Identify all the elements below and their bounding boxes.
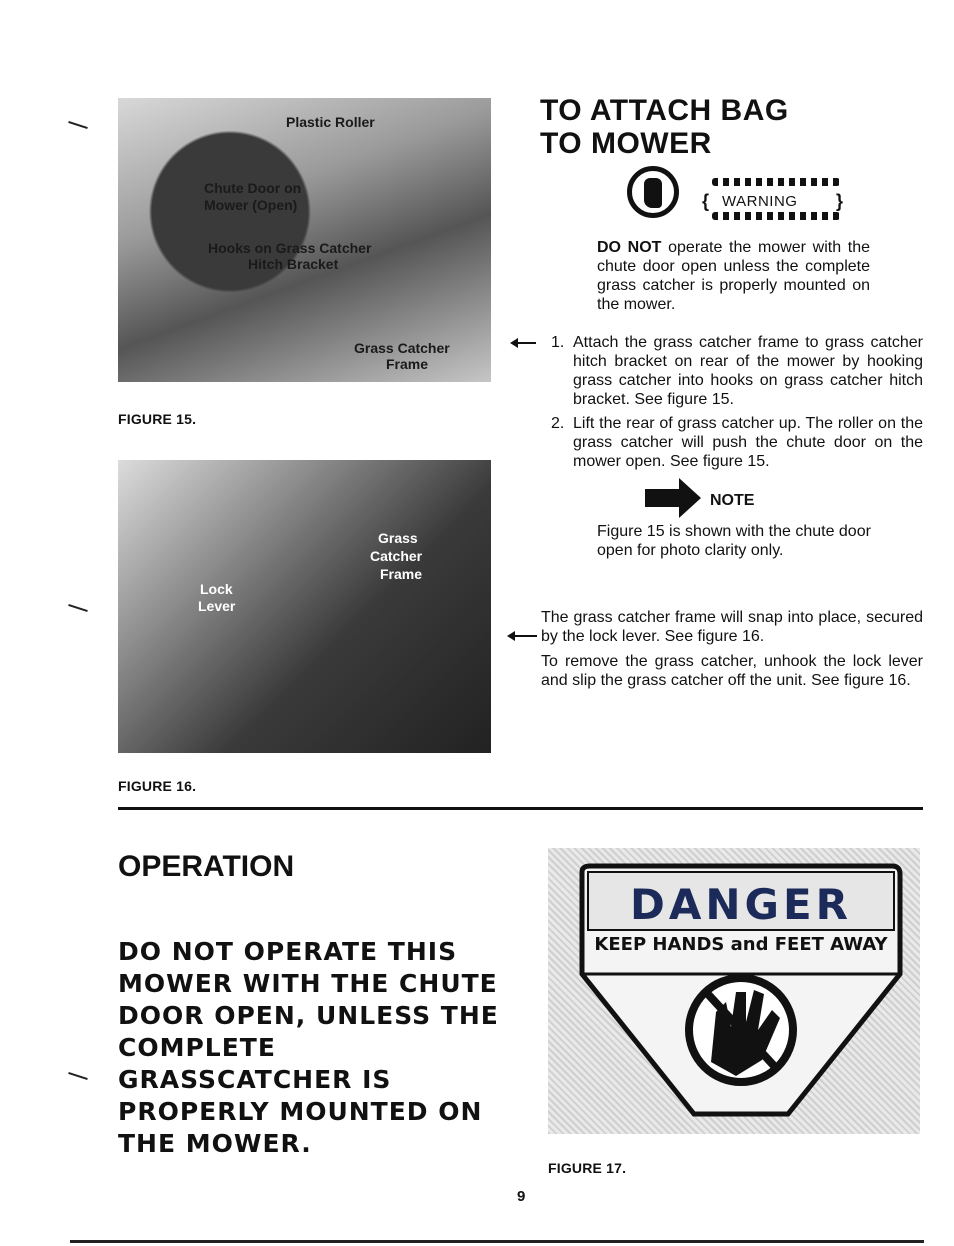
note-text: Figure 15 is shown with the chute door open for photo clarity only. bbox=[597, 523, 871, 559]
operation-heading: OPERATION bbox=[118, 850, 295, 883]
label-chute-door-1: Chute Door on bbox=[204, 180, 302, 196]
warning-label: WARNING bbox=[722, 193, 798, 210]
margin-arrow bbox=[509, 635, 537, 637]
title-line-1: TO ATTACH BAG bbox=[540, 94, 789, 127]
step-1-text: Attach the grass catcher frame to grass catcher hitch bracket on rear of the mower by hooking grass catcher into hooks on grass catcher hitch bracket. See figure 15. bbox=[573, 334, 923, 408]
note-label: NOTE bbox=[710, 492, 755, 509]
label-hooks-1: Hooks on Grass Catcher bbox=[208, 240, 372, 256]
label-grass-catcher: Grass Catcher bbox=[354, 340, 450, 356]
warning-badge bbox=[627, 166, 857, 228]
note-arrow-icon bbox=[645, 478, 705, 518]
title-line-2: TO MOWER bbox=[540, 127, 712, 160]
margin-mark bbox=[68, 604, 88, 612]
section-divider bbox=[118, 807, 923, 810]
page-number: 9 bbox=[517, 1188, 526, 1205]
figure-15-photo bbox=[118, 98, 491, 382]
warning-label-box: { WARNING } bbox=[712, 178, 840, 218]
warning-text bbox=[597, 238, 870, 314]
figure-16-photo bbox=[118, 460, 491, 753]
figure-17-caption: FIGURE 17. bbox=[548, 1160, 627, 1176]
label-frame: Frame bbox=[386, 356, 429, 372]
snap-paragraph: The grass catcher frame will snap into place, secured by the lock lever. See figure 16. bbox=[541, 609, 923, 645]
label-plastic-roller: Plastic Roller bbox=[286, 114, 375, 130]
danger-sign-title: DANGER bbox=[629, 880, 853, 929]
margin-mark bbox=[68, 1072, 88, 1080]
step-1 bbox=[551, 333, 923, 409]
warning-body: operate the mower with the chute door open unless the complete grass catcher is properly mounted on the mower. bbox=[597, 239, 871, 313]
label-chute-door-2: Mower (Open) bbox=[204, 197, 298, 213]
label-grass: Grass bbox=[378, 530, 418, 546]
step-1-number: 1. bbox=[551, 334, 565, 351]
step-2-number: 2. bbox=[551, 415, 565, 432]
label-catcher: Catcher bbox=[370, 548, 423, 564]
label-lock: Lock bbox=[200, 581, 233, 597]
figure-16-caption: FIGURE 16. bbox=[118, 778, 197, 794]
operation-warning: DO NOT OPERATE THIS MOWER WITH THE CHUTE DOOR OPEN, UNLESS THE COMPLETE GRASSCATCHER IS PROPERLY MOUNTED ON THE MOWER. bbox=[118, 937, 499, 1158]
margin-mark bbox=[68, 121, 88, 129]
hand-warning-icon bbox=[627, 166, 679, 218]
page-title bbox=[540, 94, 789, 160]
margin-arrow bbox=[512, 342, 536, 344]
figure-17-photo bbox=[548, 848, 920, 1134]
bottom-rule bbox=[70, 1240, 924, 1243]
label-lever: Lever bbox=[198, 598, 236, 614]
label-frame: Frame bbox=[380, 566, 423, 582]
step-2 bbox=[551, 414, 923, 472]
danger-sign-subtitle: KEEP HANDS and FEET AWAY bbox=[594, 934, 888, 955]
remove-paragraph: To remove the grass catcher, unhook the lock lever and slip the grass catcher off the unit. See figure 16. bbox=[541, 653, 923, 689]
step-2-text: Lift the rear of grass catcher up. The roller on the grass catcher will push the chute door on the mower open. See figure 15. bbox=[573, 415, 923, 470]
warning-bold-lead: DO NOT bbox=[597, 239, 662, 256]
figure-15-caption: FIGURE 15. bbox=[118, 411, 197, 427]
danger-sign bbox=[576, 862, 906, 1120]
label-hooks-2: Hitch Bracket bbox=[248, 256, 339, 272]
